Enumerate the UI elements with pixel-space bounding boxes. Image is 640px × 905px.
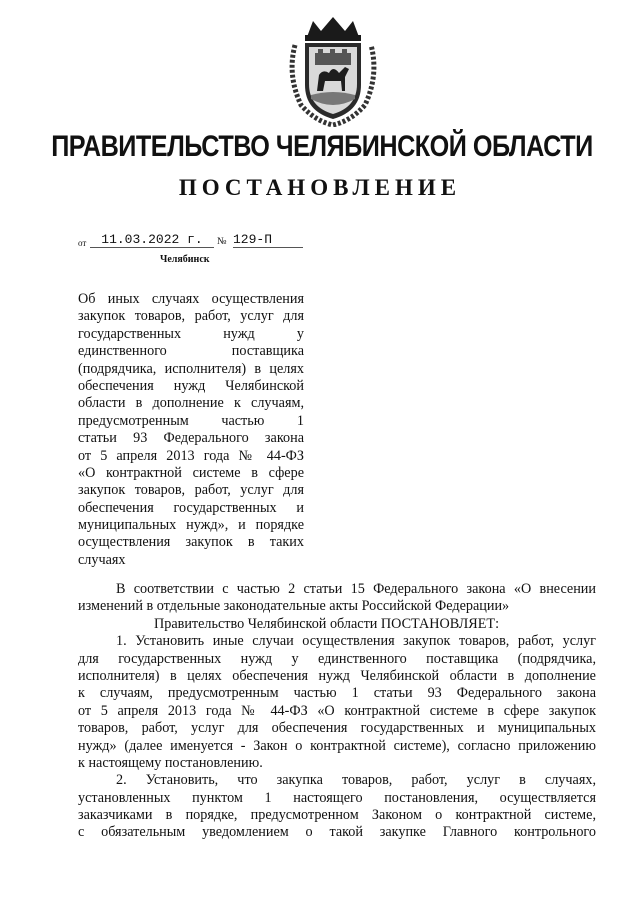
subject-line: обеспечения государственных и — [78, 499, 304, 516]
coat-of-arms-icon — [285, 15, 381, 127]
subject-line: предусмотренным частью 1 — [78, 412, 304, 429]
subject-line: от 5 апреля 2013 года № 44-ФЗ — [78, 447, 304, 464]
subject-line: муниципальных нужд», и порядке — [78, 517, 304, 534]
body-line: к случаям, предусмотренным частью 1 статьи 93 Федерального закона — [78, 685, 596, 702]
subject-line: государственных нужд у — [78, 325, 304, 342]
subject-line: закупок товаров, работ, услуг для — [78, 308, 304, 325]
body-line: 2. Установить, что закупка товаров, работ, услуг в случаях, — [116, 772, 596, 789]
organization-title: ПРАВИТЕЛЬСТВО ЧЕЛЯБИНСКОЙ ОБЛАСТИ — [51, 130, 593, 163]
subject-line: обеспечения нужд Челябинской — [78, 377, 304, 394]
body-line: Правительство Челябинской области ПОСТАНОВЛЯЕТ: — [154, 615, 500, 632]
subject-line: (подрядчика, исполнителя) в целях — [78, 360, 304, 377]
body-line: заказчиками в порядке, предусмотренном Законом о контрактной системе, — [78, 807, 596, 824]
body-line: изменений в отдельные законодательные акты Российской Федерации» — [78, 598, 510, 615]
subject-line: «О контрактной системе в сфере — [78, 464, 304, 481]
subject-line: осуществления закупок в таких — [78, 534, 304, 551]
city-label: Челябинск — [160, 254, 210, 265]
document-type: ПОСТАНОВЛЕНИЕ — [178, 175, 462, 200]
number-label: № — [217, 236, 227, 247]
subject-line: случаях — [78, 551, 126, 568]
body-line: к настоящему постановлению. — [78, 754, 263, 771]
date-number-line — [78, 232, 308, 254]
document-subject — [78, 291, 304, 569]
body-line: для государственных нужд у единственного поставщика (подрядчика, — [78, 650, 596, 667]
subject-line: области в дополнение к случаям, — [78, 395, 304, 412]
subject-line: закупок товаров, работ, услуг для — [78, 482, 304, 499]
body-line: 1. Установить иные случаи осуществления закупок товаров, работ, услуг — [116, 633, 596, 650]
body-line: установленных пунктом 1 настоящего постановления, осуществляется — [78, 789, 596, 806]
document-body — [78, 581, 596, 842]
body-line: товаров, работ, услуг для обеспечения государственных и муниципальных — [78, 720, 596, 737]
body-line: от 5 апреля 2013 года № 44-ФЗ «О контрактной системе в сфере закупок — [78, 702, 596, 719]
body-line: В соответствии с частью 2 статьи 15 Федерального закона «О внесении — [116, 581, 596, 597]
document-number: 129-П — [233, 232, 303, 248]
subject-line: Об иных случаях осуществления — [78, 291, 304, 307]
body-line: с обязательным уведомлением о такой закупке Главного контрольного — [78, 824, 596, 841]
from-label: от — [78, 238, 87, 248]
subject-line: статьи 93 Федерального закона — [78, 430, 304, 447]
document-date: 11.03.2022 г. — [90, 232, 214, 248]
body-line: исполнителя) в целях обеспечения нужд Челябинской области в дополнение — [78, 667, 596, 684]
body-line: нужд» (далее именуется - Закон о контрактной системе), согласно приложению — [78, 737, 596, 754]
subject-line: единственного поставщика — [78, 343, 304, 360]
